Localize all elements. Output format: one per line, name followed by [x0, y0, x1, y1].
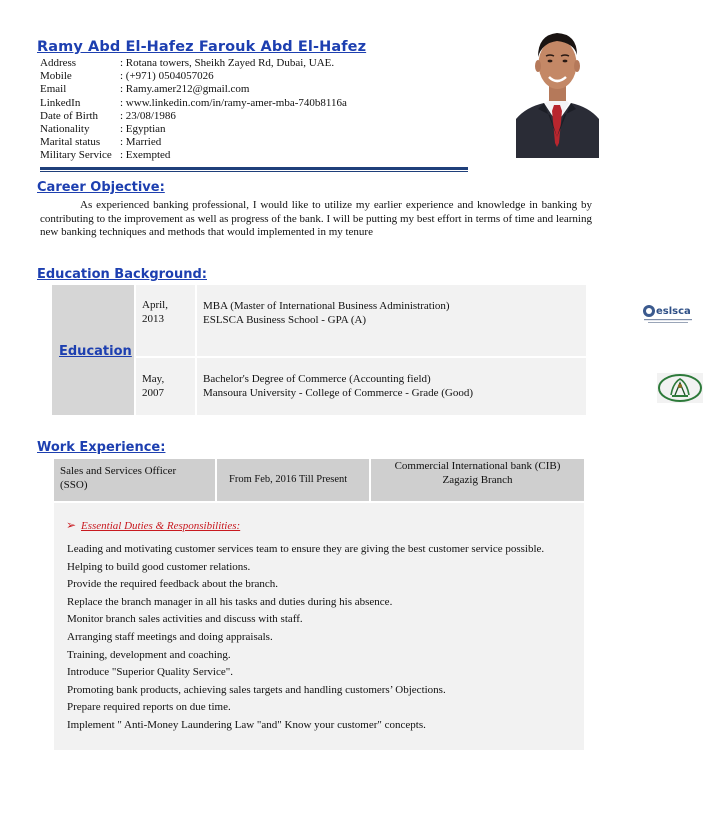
info-value: : Married: [120, 136, 162, 149]
education-label-cell: [52, 285, 134, 415]
duty-item: Provide the required feedback about the branch.: [67, 578, 279, 591]
education-date-year: 2013: [142, 313, 164, 325]
info-label: Mobile: [40, 70, 72, 83]
eslsca-logo: [640, 299, 696, 329]
duty-item: Arranging staff meetings and doing appraisals.: [67, 630, 273, 643]
education-degree: MBA (Master of International Business Administration): [203, 300, 450, 312]
work-company-cell: [371, 459, 584, 501]
work-period: From Feb, 2016 Till Present: [229, 474, 348, 485]
info-row-address: [40, 57, 347, 70]
duty-item: Training, development and coaching.: [67, 648, 231, 661]
education-desc-cell: [197, 285, 691, 356]
header-divider-thin: [40, 171, 468, 172]
work-position-title: Sales and Services Officer: [60, 465, 177, 477]
duty-item: Replace the branch manager in all his tasks and duties during his absence.: [67, 595, 393, 608]
profile-photo: [516, 19, 599, 158]
info-label: Marital status: [40, 136, 101, 149]
duty-item: Introduce "Superior Quality Service".: [67, 666, 233, 679]
eslsca-logo-text: eslsca: [656, 306, 691, 317]
duty-item: Leading and motivating customer services team to ensure they are giving the best customer service possible.: [67, 543, 545, 555]
mansoura-university-logo-icon: [657, 373, 703, 403]
resume-name: Ramy Abd El-Hafez Farouk Abd El-Hafez: [37, 39, 367, 55]
header-divider: [40, 167, 468, 170]
education-date-cell: [136, 285, 195, 356]
work-experience-header: [54, 459, 584, 501]
duty-item: Helping to build good customer relations.: [67, 560, 251, 573]
duty-item: Prepare required reports on due time.: [67, 701, 231, 714]
info-row-nationality: [40, 123, 347, 136]
work-period-cell: [217, 459, 369, 501]
info-row-marital: [40, 136, 347, 149]
duty-item: Promoting bank products, achieving sales targets and handling customers’ Objections.: [67, 683, 446, 696]
info-value: : www.linkedin.com/in/ramy-amer-mba-740b8116a: [120, 96, 347, 109]
education-table: [52, 285, 691, 415]
info-value: : Rotana towers, Sheikh Zayed Rd, Dubai, UAE.: [120, 57, 335, 69]
education-desc-cell: [197, 358, 586, 415]
info-value: : Exempted: [120, 149, 171, 162]
education-date-cell: [136, 358, 195, 415]
info-value: : Egyptian: [120, 123, 166, 136]
education-school: ESLSCA Business School - GPA (A): [203, 314, 367, 326]
info-label: Date of Birth: [40, 109, 99, 122]
info-label: Nationality: [40, 123, 90, 136]
education-date-month: April,: [142, 299, 168, 311]
info-label: LinkedIn: [40, 96, 81, 109]
duties-list: [67, 541, 544, 735]
career-objective-text: [40, 199, 592, 240]
duty-item: Implement " Anti-Money Laundering Law "and" Know your customer" concepts.: [67, 718, 426, 731]
info-label: Address: [40, 57, 77, 69]
work-company-branch: Zagazig Branch: [442, 474, 513, 486]
education-label: Education: [59, 344, 132, 359]
education-school: Mansoura University - College of Commerce - Grade (Good): [203, 387, 474, 399]
info-value: : Ramy.amer212@gmail.com: [120, 83, 250, 96]
info-value: : 23/08/1986: [120, 109, 176, 122]
info-row-mobile: [40, 70, 347, 83]
work-position-abbr: (SSO): [60, 479, 88, 491]
arrow-bullet-icon: ➢: [66, 518, 77, 532]
info-label: Email: [40, 83, 67, 96]
duties-section: [54, 503, 584, 750]
duty-item: Monitor branch sales activities and discuss with staff.: [67, 613, 303, 626]
duties-title: Essential Duties & Responsibilities:: [81, 520, 241, 532]
info-row-dob: [40, 110, 347, 123]
mansoura-university-logo: [657, 373, 703, 403]
info-row-email: [40, 83, 347, 96]
personal-info: [40, 57, 347, 163]
career-objective-heading: Career Objective:: [37, 180, 165, 195]
work-experience-heading: Work Experience:: [37, 440, 166, 455]
education-degree: Bachelor's Degree of Commerce (Accounting field): [203, 373, 431, 385]
education-date-year: 2007: [142, 387, 164, 399]
education-heading: Education Background:: [37, 267, 207, 282]
work-company-name: Commercial International bank (CIB): [394, 460, 561, 472]
info-row-linkedin: [40, 97, 347, 110]
profile-photo-portrait: [516, 19, 599, 158]
career-objective-paragraph: As experienced banking professional, I would like to utilize my earlier experience and knowledge in banking by contributing to the improvement as well as progress of the bank. I will be putting my best effort in terms of time and learning new banking techniques and methods that would implemented in my tenure: [40, 199, 592, 239]
info-value: : (+971) 0504057026: [120, 70, 214, 83]
education-date-month: May,: [142, 373, 165, 385]
work-position-cell: [54, 459, 215, 501]
eslsca-logo-icon: [640, 299, 696, 329]
info-row-military: [40, 149, 347, 162]
info-label: Military Service: [40, 149, 112, 162]
